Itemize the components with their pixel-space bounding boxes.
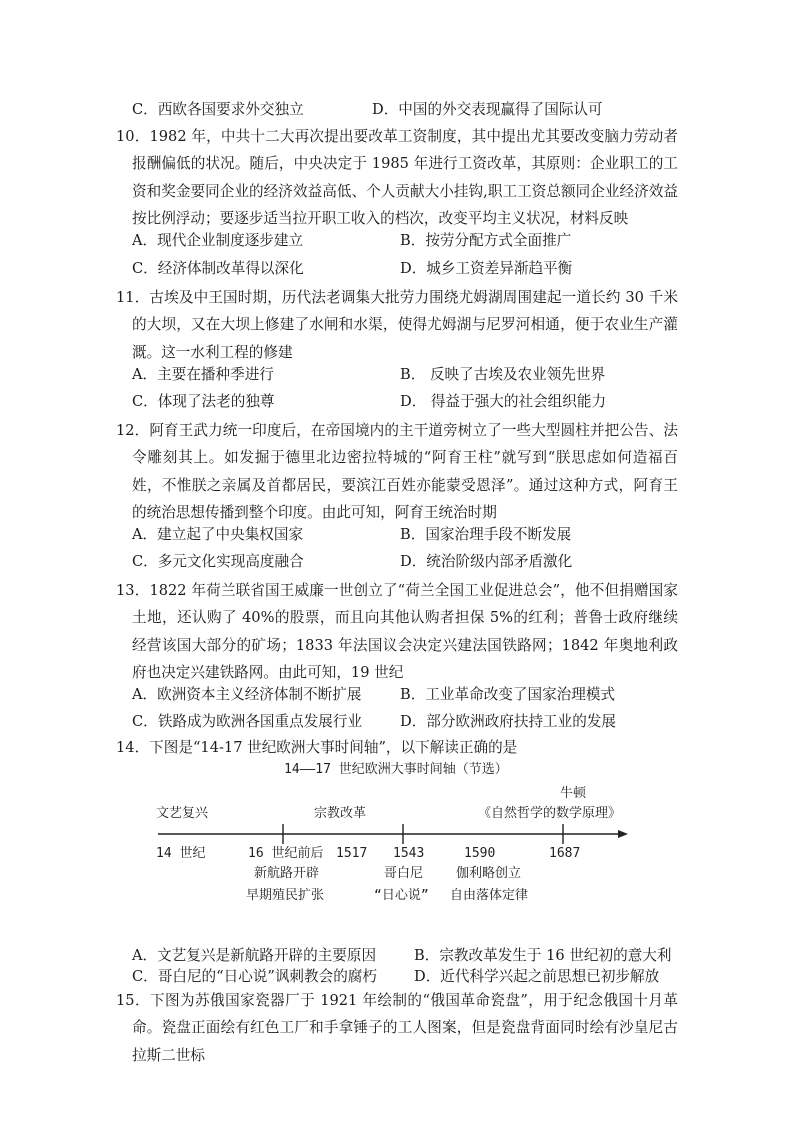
timeline-tick-label-1590: 1590: [464, 846, 496, 861]
timeline-event-colonial: 早期殖民扩张: [246, 888, 325, 903]
timeline-tick-label-1543: 1543: [393, 846, 425, 861]
timeline-title: 14——17 世纪欧洲大事时间轴（节选）: [284, 762, 508, 777]
q13-option-d[interactable]: D．部分欧洲政府扶持工业的发展: [400, 713, 617, 730]
timeline-arrow-icon: [618, 830, 628, 838]
timeline-event-heliocentric: “日心说”: [374, 888, 429, 903]
q14-option-d[interactable]: D．近代科学兴起之前思想已初步解放: [414, 968, 660, 985]
timeline-label-reformation: 宗教改革: [314, 806, 367, 821]
q12-option-a[interactable]: A．建立起了中央集权国家: [132, 526, 304, 543]
q14-stem: 14．下图是“14-17 世纪欧洲大事时间轴”，以下解读正确的是: [116, 739, 518, 756]
q10-option-c[interactable]: C．经济体制改革得以深化: [132, 260, 304, 277]
q13-option-a[interactable]: A．欧洲资本主义经济体制不断扩展: [132, 686, 362, 703]
q11-option-b[interactable]: B． 反映了古埃及农业领先世界: [400, 366, 606, 383]
timeline-event-free-fall: 自由落体定律: [450, 888, 529, 903]
q13-option-c[interactable]: C．铁路成为欧洲各国重点发展行业: [132, 713, 363, 730]
q9-option-d[interactable]: D．中国的外交表现赢得了国际认可: [372, 101, 603, 118]
q10-stem: 10．1982 年，中共十二大再次提出要改革工资制度，其中提出尤其要改变脑力劳动者报酬偏低的状况。随后，中央决定于 1985 年进行工资改革，其原则：企业职工的工资和奖金要同企业的经济效益高低、个人贡献大小挂钩,职工工资总额同企业经济效益按比例浮动；要逐步适当拉开职工收入的档次，改变平均主义状况，材料反映: [116, 128, 678, 227]
q9-option-c[interactable]: C．西欧各国要求外交独立: [132, 101, 304, 118]
timeline-tick-label-16c: 16 世纪前后: [248, 846, 324, 861]
timeline-event-new-routes: 新航路开辟: [254, 866, 320, 881]
timeline-tick-label-14c: 14 世纪: [156, 846, 206, 861]
q11-option-a[interactable]: A．主要在播种季进行: [132, 366, 274, 383]
q10-option-a[interactable]: A．现代企业制度逐步建立: [132, 232, 304, 249]
q13-stem: 13．1822 年荷兰联省国王威廉一世创立了“荷兰全国工业促进总会”，他不但捐赠国家土地，还认购了 40%的股票，而且向其他认购者担保 5%的红利；普鲁士政府继续经营该国大部分的矿场；1833 年法国议会决定兴建法国铁路网；1842 年奥地利政府也决定兴建铁路网。由此可知，19 世纪: [116, 582, 678, 681]
q12-option-c[interactable]: C．多元文化实现高度融合: [132, 553, 304, 570]
timeline-tick-label-1517: 1517: [336, 846, 368, 861]
q12-stem: 12．阿育王武力统一印度后，在帝国境内的主干道旁树立了一些大型圆柱并把公告、法令雕刻其上。如发掘于德里北边密拉特城的“阿育王柱”就写到“朕思虑如何造福百姓，不惟朕之亲属及首都居民，要滨江百姓亦能蒙受恩泽”。通过这种方式，阿育王的统治思想传播到整个印度。由此可知，阿育王统治时期: [116, 422, 678, 521]
timeline-label-newton: 牛顿: [560, 786, 587, 801]
q14-option-a[interactable]: A．文艺复兴是新航路开辟的主要原因: [132, 947, 377, 964]
q12-option-b[interactable]: B．国家治理手段不断发展: [400, 526, 572, 543]
q15-stem: 15．下图为苏俄国家瓷器厂于 1921 年绘制的“俄国革命瓷盘”，用于纪念俄国十月革命。瓷盘正面绘有红色工厂和手拿锤子的工人图案，但是瓷盘背面同时绘有沙皇尼古拉斯二世标: [116, 992, 678, 1064]
q11-stem: 11．古埃及中王国时期，历代法老调集大批劳力围绕尤姆湖周围建起一道长约 30 千米的大坝，又在大坝上修建了水闸和水渠，使得尤姆湖与尼罗河相通，便于农业生产灌溉。这一水利工程的修建: [116, 289, 678, 361]
q14-option-c[interactable]: C．哥白尼的“日心说”讽刺教会的腐朽: [132, 968, 377, 985]
q11-option-c[interactable]: C．体现了法老的独尊: [132, 393, 275, 410]
timeline-event-galileo: 伽利略创立: [456, 866, 522, 881]
q13-option-b[interactable]: B．工业革命改变了国家治理模式: [400, 686, 616, 703]
timeline-label-renaissance: 文艺复兴: [156, 806, 209, 821]
timeline-tick-label-1687: 1687: [549, 846, 581, 861]
q10-option-d[interactable]: D．城乡工资差异渐趋平衡: [400, 260, 573, 277]
q14-option-b[interactable]: B．宗教改革发生于 16 世纪初的意大利: [414, 947, 672, 964]
timeline-event-copernicus: 哥白尼: [384, 866, 424, 881]
q12-option-d[interactable]: D．统治阶级内部矛盾激化: [400, 553, 573, 570]
q10-option-b[interactable]: B．按劳分配方式全面推广: [400, 232, 572, 249]
timeline-label-principia: 《自然哲学的数学原理》: [478, 806, 622, 821]
q11-option-d[interactable]: D． 得益于强大的社会组织能力: [400, 393, 607, 410]
